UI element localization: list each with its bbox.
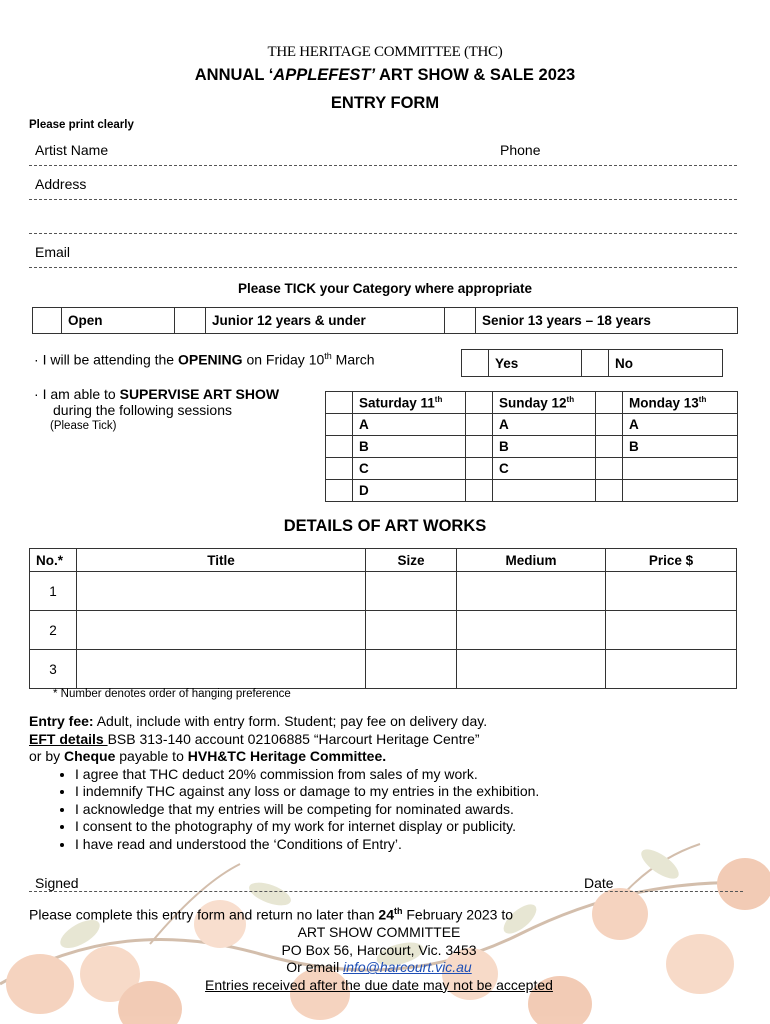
supervise-text: · I am able to SUPERVISE ART SHOW during the following sessions (Please Tick) [34, 386, 280, 432]
return-instructions [29, 903, 729, 994]
sat-b-checkbox[interactable] [326, 436, 353, 458]
no-checkbox[interactable] [582, 350, 609, 377]
hanging-footnote: * Number denotes order of hanging preference [53, 688, 291, 700]
session-label: B [493, 436, 596, 458]
mon-a-checkbox[interactable] [596, 414, 623, 436]
session-label: B [623, 436, 738, 458]
opening-yes-no-table [461, 349, 723, 377]
price-cell[interactable] [606, 611, 737, 650]
phone-label: Phone [500, 142, 541, 158]
day-saturday: Saturday 11th [353, 392, 466, 414]
sat-c-checkbox[interactable] [326, 458, 353, 480]
price-cell[interactable] [606, 650, 737, 689]
committee-name: ART SHOW COMMITTEE [297, 924, 461, 941]
size-cell[interactable] [366, 611, 457, 650]
no-label: No [609, 350, 723, 377]
session-label: B [353, 436, 466, 458]
eft-line: EFT details BSB 313-140 account 02106885 “Harcourt Heritage Centre” [29, 730, 480, 747]
yes-checkbox[interactable] [462, 350, 489, 377]
yes-label: Yes [489, 350, 582, 377]
table-row [30, 650, 737, 689]
col-price: Price $ [606, 549, 737, 572]
sun-c-checkbox[interactable] [466, 458, 493, 480]
sat-a-checkbox[interactable] [326, 414, 353, 436]
art-works-heading: DETAILS OF ART WORKS [283, 517, 487, 535]
senior-checkbox[interactable] [445, 308, 476, 334]
address-label: Address [35, 176, 87, 192]
category-table [32, 307, 738, 334]
list-item: • I consent to the photography of my work for internet display or publicity. [75, 818, 729, 836]
sun-a-checkbox[interactable] [466, 414, 493, 436]
title-cell[interactable] [77, 572, 366, 611]
art-works-table [29, 548, 737, 689]
col-size: Size [366, 549, 457, 572]
please-tick-note: (Please Tick) [50, 420, 117, 432]
day-monday: Monday 13th [623, 392, 738, 414]
session-label: C [493, 458, 596, 480]
fees-section [29, 713, 729, 853]
postal-address: PO Box 56, Harcourt, Vic. 3453 [281, 941, 477, 958]
email-label: Email [35, 244, 71, 260]
session-label: A [353, 414, 466, 436]
session-label: D [353, 480, 466, 502]
col-number: No.* [30, 549, 77, 572]
medium-cell[interactable] [457, 650, 606, 689]
entry-fee-line: Entry fee: Adult, include with entry form. Student; pay fee on delivery day. [29, 713, 488, 729]
print-note: Please print clearly [29, 119, 134, 131]
supervision-sessions-table [325, 391, 738, 502]
late-entries-note: Entries received after the due date may not be accepted [205, 976, 553, 993]
col-medium: Medium [457, 549, 606, 572]
artist-name-field[interactable] [29, 141, 737, 166]
page-title: ANNUAL ‘APPLEFEST’ ART SHOW & SALE 2023 [194, 66, 576, 84]
category-heading: Please TICK your Category where appropriate [237, 281, 533, 296]
medium-cell[interactable] [457, 611, 606, 650]
col-title: Title [77, 549, 366, 572]
signature-field[interactable] [29, 874, 743, 892]
row-number: 2 [30, 611, 77, 650]
sun-b-checkbox[interactable] [466, 436, 493, 458]
form-subtitle: ENTRY FORM [330, 94, 440, 112]
session-label: C [353, 458, 466, 480]
medium-cell[interactable] [457, 572, 606, 611]
session-label: A [623, 414, 738, 436]
mon-b-checkbox[interactable] [596, 436, 623, 458]
date-label: Date [584, 875, 614, 891]
junior-checkbox[interactable] [175, 308, 206, 334]
table-row [30, 611, 737, 650]
session-label: A [493, 414, 596, 436]
price-cell[interactable] [606, 572, 737, 611]
title-cell[interactable] [77, 611, 366, 650]
category-senior: Senior 13 years – 18 years [476, 308, 738, 334]
table-row [30, 572, 737, 611]
address-field-line-2[interactable] [29, 209, 737, 234]
category-open: Open [62, 308, 175, 334]
size-cell[interactable] [366, 572, 457, 611]
list-item: • I indemnify THC against any loss or damage to my entries in the exhibition. [75, 783, 729, 801]
email-line: Or email info@harcourt.vic.au [286, 959, 472, 976]
cheque-line: or by Cheque payable to HVH&TC Heritage Committee. [29, 748, 387, 764]
open-checkbox[interactable] [33, 308, 62, 334]
list-item: • I agree that THC deduct 20% commission from sales of my work. [75, 766, 729, 784]
email-link[interactable]: info@harcourt.vic.au [343, 959, 472, 976]
artist-name-label: Artist Name [35, 142, 109, 158]
row-number: 1 [30, 572, 77, 611]
row-number: 3 [30, 650, 77, 689]
size-cell[interactable] [366, 650, 457, 689]
conditions-list [29, 766, 729, 854]
return-deadline: Please complete this entry form and return no later than 24th February 2023 to [29, 906, 513, 923]
email-field[interactable] [29, 243, 737, 268]
category-junior: Junior 12 years & under [206, 308, 445, 334]
organization-name: THE HERITAGE COMMITTEE (THC) [267, 44, 503, 60]
sat-d-checkbox[interactable] [326, 480, 353, 502]
list-item: • I have read and understood the ‘Conditions of Entry’. [75, 836, 729, 854]
day-sunday: Sunday 12th [493, 392, 596, 414]
list-item: • I acknowledge that my entries will be competing for nominated awards. [75, 801, 729, 819]
title-cell[interactable] [77, 650, 366, 689]
signed-label: Signed [35, 875, 79, 891]
address-field[interactable] [29, 175, 737, 200]
opening-attendance-text: · I will be attending the OPENING on Friday 10th March [34, 351, 375, 368]
